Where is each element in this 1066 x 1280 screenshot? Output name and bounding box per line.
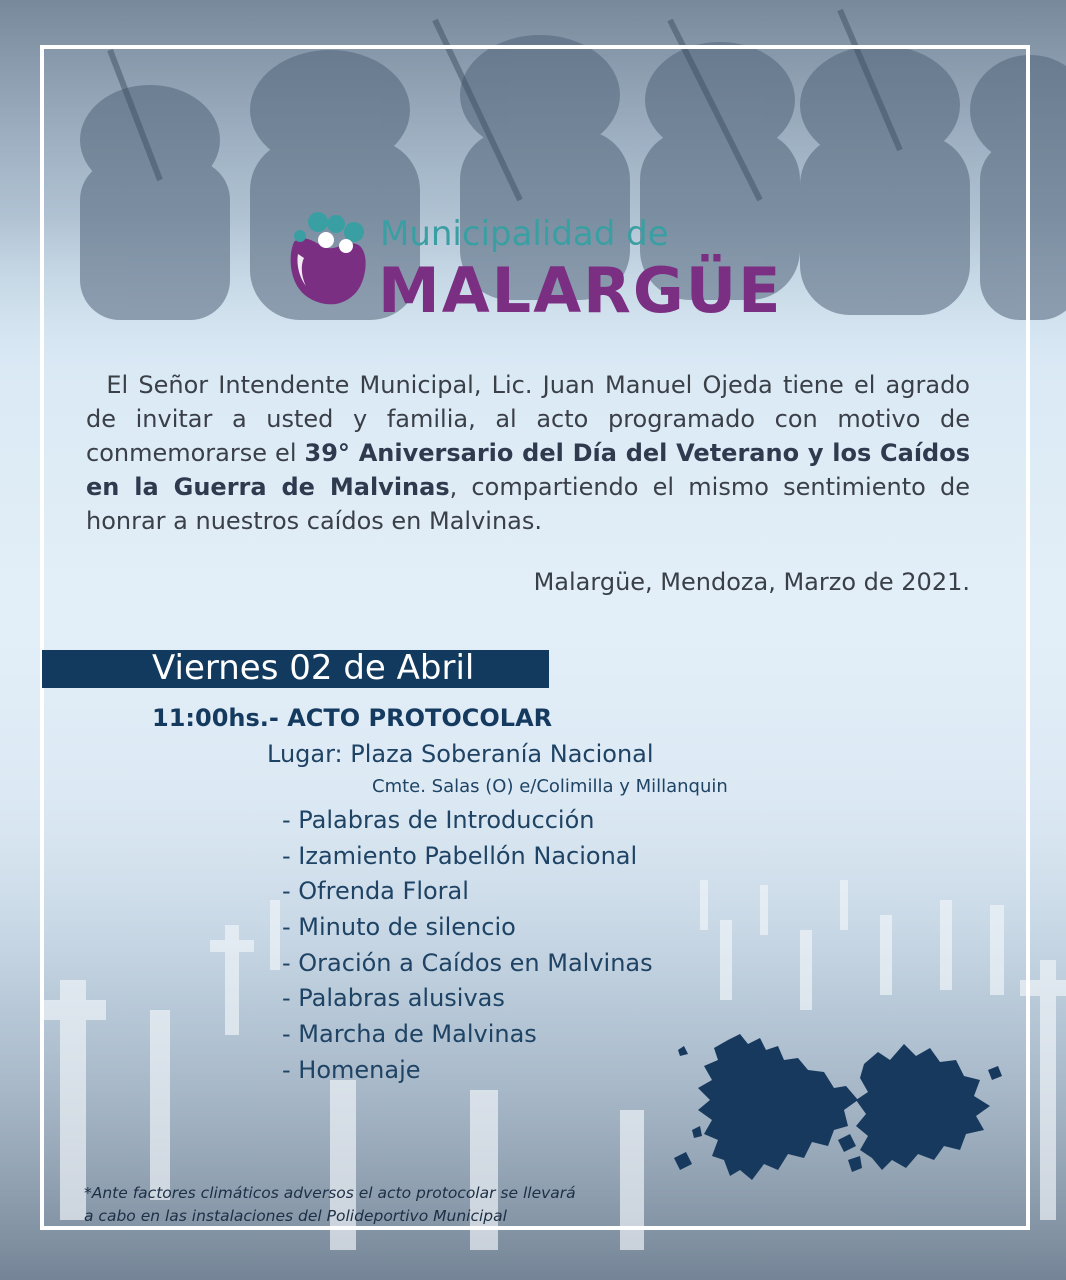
- invitation-text-start: El Señor Intendente Municipal, Lic. Juan Manuel Ojeda tiene el agrado de invitar a usted y familia, al acto programado con motivo de conmemorarse el: [86, 371, 970, 467]
- invitation-text-end: , compartiendo el mismo sentimiento de honrar a nuestros caídos en Malvinas.: [86, 473, 970, 535]
- event-time-title: 11:00hs.- ACTO PROTOCOLAR: [152, 704, 553, 732]
- event-place: Lugar: Plaza Soberanía Nacional: [267, 740, 654, 768]
- event-address: Cmte. Salas (O) e/Colimilla y Millanquin: [372, 776, 728, 797]
- program-item: - Minuto de silencio: [282, 913, 516, 942]
- municipality-logo-icon: [284, 208, 368, 308]
- invitation-highlight: 39° Aniversario del Día del Veterano y los Caídos en la Guerra de Malvinas: [86, 439, 970, 501]
- weather-footnote: [84, 1182, 576, 1228]
- logo-text-malargue: MALARGÜE: [378, 254, 783, 327]
- place-and-date: Malargüe, Mendoza, Marzo de 2021.: [533, 568, 970, 596]
- malvinas-islands-map-icon: [668, 1030, 1010, 1190]
- program-item: - Oración a Caídos en Malvinas: [282, 948, 653, 977]
- footnote-line-2: a cabo en las instalaciones del Polideportivo Municipal: [84, 1207, 507, 1225]
- invitation-paragraph: [86, 368, 970, 538]
- program-item: - Izamiento Pabellón Nacional: [282, 841, 638, 870]
- program-item: - Palabras alusivas: [282, 984, 505, 1013]
- program-item: - Ofrenda Floral: [282, 877, 469, 906]
- program-item: - Marcha de Malvinas: [282, 1020, 537, 1049]
- event-date: Viernes 02 de Abril: [152, 648, 475, 688]
- program-item: - Palabras de Introducción: [282, 806, 595, 834]
- program-list: [282, 803, 653, 1089]
- footnote-line-1: *Ante factores climáticos adversos el acto protocolar se llevará: [84, 1184, 576, 1202]
- program-item: - Homenaje: [282, 1055, 421, 1084]
- logo-text-municipalidad: Municipalidad de: [380, 214, 669, 254]
